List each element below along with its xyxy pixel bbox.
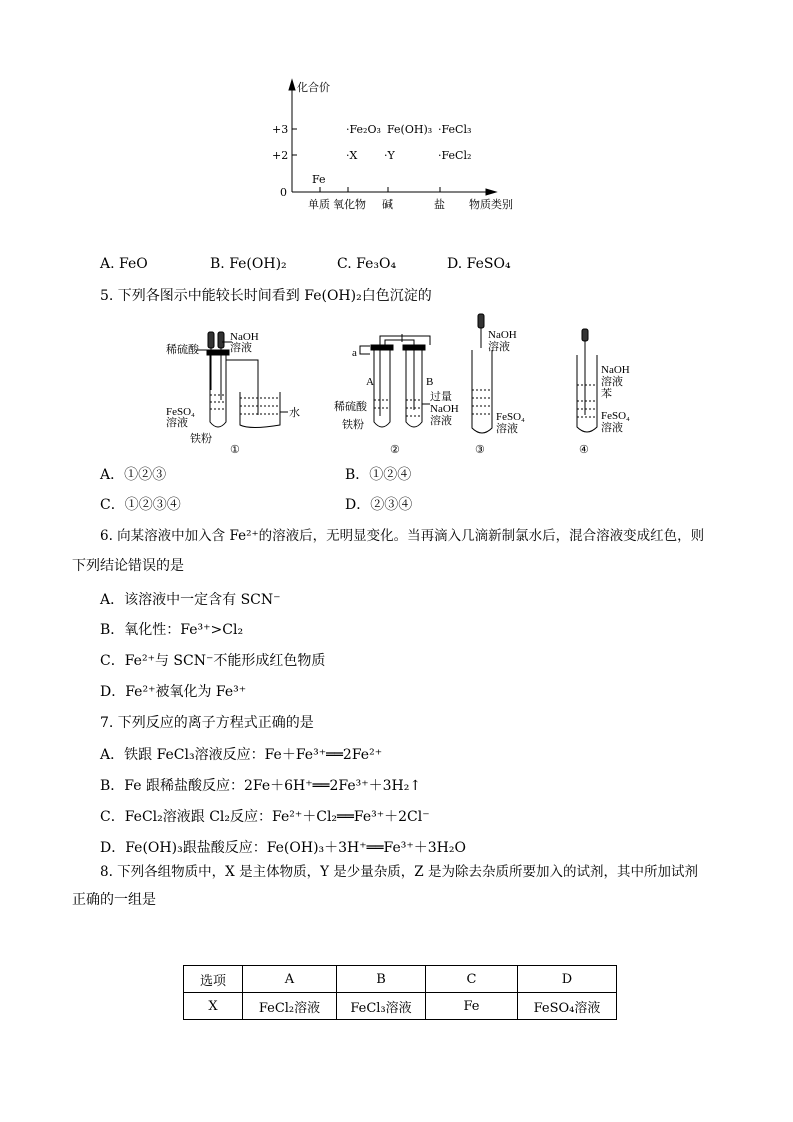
table-cell: D (518, 966, 617, 993)
svg-text:溶液: 溶液 (496, 423, 518, 435)
x-axis-label: 物质类别 (469, 198, 513, 211)
q6-option-a[interactable]: A．该溶液中一定含有 SCN⁻ (100, 592, 281, 608)
q7-stem: 7. 下列反应的离子方程式正确的是 (100, 715, 314, 731)
svg-text:FeSO₄: FeSO₄ (166, 406, 195, 418)
svg-text:溶液: 溶液 (230, 342, 252, 354)
table-row (184, 993, 617, 1020)
q4-option-c[interactable]: C. Fe₃O₄ (337, 256, 397, 272)
point-fecl2: ·FeCl₂ (438, 149, 472, 162)
q4-option-a[interactable]: A. FeO (100, 256, 148, 272)
q7-option-b[interactable]: B．Fe 跟稀盐酸反应：2Fe＋6H⁺══2Fe³⁺＋3H₂↑ (100, 778, 422, 794)
q5-figure-1 (160, 320, 310, 455)
q5-option-c[interactable]: C．①②③④ (100, 497, 181, 513)
svg-text:稀硫酸: 稀硫酸 (166, 344, 199, 356)
svg-text:B: B (426, 376, 434, 388)
table-cell: X (184, 993, 243, 1020)
xtick-salt: 盐 (434, 198, 445, 211)
point-fe: Fe (312, 173, 326, 186)
svg-text:A: A (366, 376, 374, 388)
q5-figure-3 (460, 310, 540, 455)
q7-option-d[interactable]: D．Fe(OH)₃跟盐酸反应：Fe(OH)₃＋3H⁺══Fe³⁺＋3H₂O (100, 840, 466, 856)
xtick-oxide: 氧化物 (333, 198, 366, 211)
point-fe2o3: ·Fe₂O₃ (346, 123, 381, 136)
svg-text:a: a (352, 347, 357, 359)
svg-text:①: ① (230, 444, 240, 455)
q6-stem-line2: 下列结论错误的是 (72, 558, 184, 574)
xtick-base: 碱 (382, 198, 393, 211)
svg-text:苯: 苯 (601, 388, 612, 400)
svg-text:过量: 过量 (430, 391, 452, 403)
svg-text:NaOH: NaOH (430, 403, 459, 415)
tick-zero: 0 (280, 186, 287, 199)
svg-text:溶液: 溶液 (166, 417, 188, 429)
q4-option-d[interactable]: D. FeSO₄ (447, 256, 511, 272)
q8-table (183, 965, 617, 1020)
q5-option-d[interactable]: D．②③④ (345, 497, 413, 513)
valence-chart (270, 70, 530, 220)
q5-option-b[interactable]: B．①②④ (345, 467, 412, 483)
svg-text:溶液: 溶液 (601, 422, 623, 434)
q4-option-b[interactable]: B. Fe(OH)₂ (210, 256, 287, 272)
table-cell: FeSO₄溶液 (518, 993, 617, 1020)
point-fecl3: ·FeCl₃ (438, 123, 472, 136)
table-header-row (184, 966, 617, 993)
svg-text:稀硫酸: 稀硫酸 (334, 401, 367, 413)
x-arrow (486, 189, 496, 195)
svg-text:溶液: 溶液 (488, 341, 510, 353)
tick-plus3: +3 (272, 123, 289, 136)
q7-option-c[interactable]: C．FeCl₂溶液跟 Cl₂反应：Fe²⁺＋Cl₂══Fe³⁺＋2Cl⁻ (100, 809, 430, 825)
table-cell: C (426, 966, 518, 993)
q7-option-a[interactable]: A．铁跟 FeCl₃溶液反应：Fe＋Fe³⁺══2Fe²⁺ (100, 747, 383, 763)
svg-text:铁粉: 铁粉 (342, 419, 364, 431)
svg-text:铁粉: 铁粉 (190, 433, 212, 445)
point-feoh3: Fe(OH)₃ (387, 123, 433, 136)
q5-option-a[interactable]: A．①②③ (100, 467, 167, 483)
y-arrow (289, 80, 295, 90)
q5-figure-2 (330, 320, 470, 455)
svg-text:NaOH: NaOH (601, 364, 630, 376)
point-y: ·Y (384, 149, 395, 162)
q8-stem-line2: 正确的一组是 (72, 892, 156, 908)
svg-text:NaOH: NaOH (488, 329, 517, 341)
point-x: ·X (346, 149, 358, 162)
q8-stem-line1: 8. 下列各组物质中，X 是主体物质，Y 是少量杂质，Z 是为除去杂质所要加入的试剂，其中所加试剂 (100, 864, 698, 880)
xtick-element: 单质 (308, 198, 330, 211)
q5-stem: 5. 下列各图示中能较长时间看到 Fe(OH)₂白色沉淀的 (100, 288, 432, 304)
q6-option-d[interactable]: D．Fe²⁺被氧化为 Fe³⁺ (100, 684, 247, 700)
svg-text:④: ④ (579, 444, 589, 455)
q6-option-c[interactable]: C．Fe²⁺与 SCN⁻不能形成红色物质 (100, 653, 326, 669)
svg-text:FeSO₄: FeSO₄ (601, 410, 630, 422)
q6-stem-line1: 6. 向某溶液中加入含 Fe²⁺的溶液后，无明显变化。当再滴入几滴新制氯水后，混合溶液变成红色，则 (100, 528, 705, 544)
svg-text:溶液: 溶液 (430, 415, 452, 427)
svg-text:③: ③ (475, 444, 485, 455)
svg-text:溶液: 溶液 (601, 376, 623, 388)
q6-option-b[interactable]: B．氧化性：Fe³⁺>Cl₂ (100, 622, 244, 638)
table-cell: FeCl₂溶液 (243, 993, 337, 1020)
svg-text:NaOH: NaOH (230, 331, 259, 343)
table-cell: A (243, 966, 337, 993)
table-cell: B (337, 966, 426, 993)
svg-text:FeSO₄: FeSO₄ (496, 411, 525, 423)
y-axis-label: 化合价 (297, 81, 330, 94)
svg-text:②: ② (390, 444, 400, 455)
table-cell: FeCl₃溶液 (337, 993, 426, 1020)
svg-text:水: 水 (289, 407, 300, 419)
q5-figure-4 (565, 325, 645, 455)
tick-plus2: +2 (272, 149, 289, 162)
table-cell: 选项 (184, 966, 243, 993)
table-cell: Fe (426, 993, 518, 1020)
